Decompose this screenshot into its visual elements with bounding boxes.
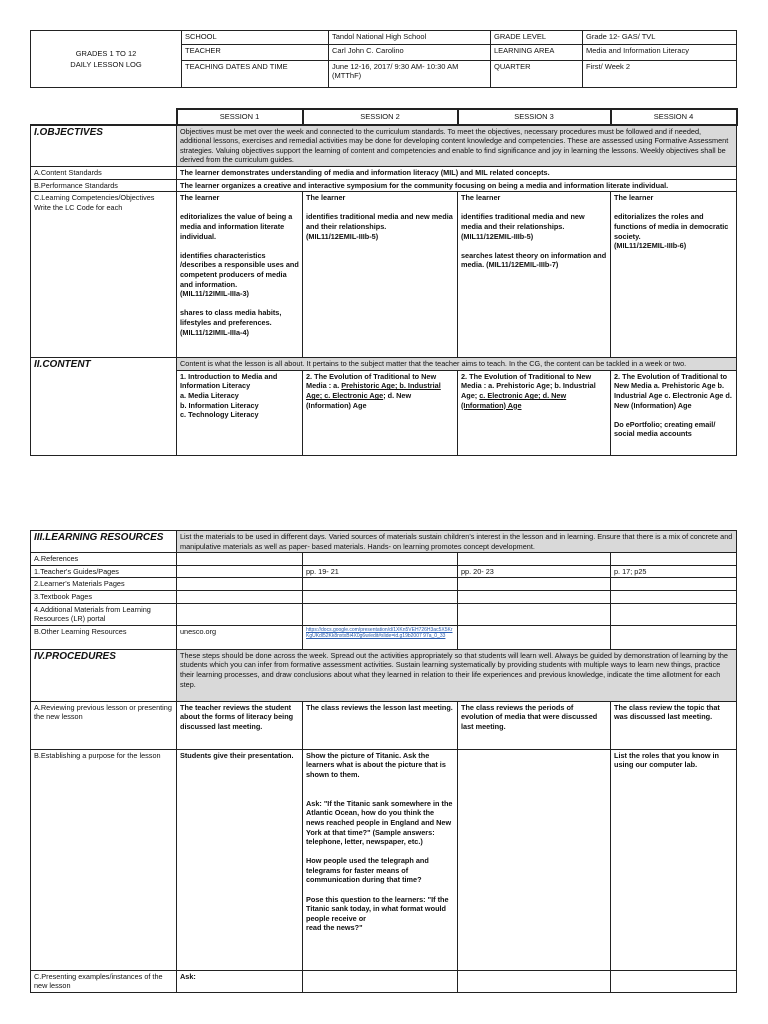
references-label: A.References	[31, 553, 177, 566]
area-value: Media and Information Literacy	[583, 45, 737, 60]
blank-corner	[31, 109, 177, 125]
lesson-log-title: GRADES 1 TO 12 DAILY LESSON LOG	[31, 31, 182, 88]
learners-materials-label: 2.Learner's Materials Pages	[31, 578, 177, 591]
content-s3-part-b: c. Electronic Age; d. New (Information) Age	[461, 391, 567, 410]
session-4-header: SESSION 4	[611, 109, 737, 125]
content-session-1: 1. Introduction to Media and Information Literacy a. Media Literacy b. Information Literacy c. Technology Literacy	[177, 370, 303, 455]
procedures-heading: IV.PROCEDURES	[31, 649, 177, 701]
objectives-table	[30, 108, 738, 456]
reviewing-s4: The class review the topic that was discussed last meeting.	[611, 701, 737, 749]
reviewing-s1: The teacher reviews the student about the forms of literacy being discussed last meeting.	[177, 701, 303, 749]
purpose-label: B.Establishing a purpose for the lesson	[31, 749, 177, 970]
content-heading: II.CONTENT	[31, 358, 177, 456]
performance-standards-label: B.Performance Standards	[31, 179, 177, 192]
content-session-2	[303, 370, 458, 455]
purpose-s4: List the roles that you know in using our computer lab.	[611, 749, 737, 970]
reviewing-s2: The class reviews the lesson last meeting.	[303, 701, 458, 749]
purpose-s2: Show the picture of Titanic. Ask the learners what is about the picture that is shown to them. Ask: "If the Titanic sank somewhere in the Atlantic Ocean, how do you think the news reached people in England and New York at that time?" (Sample answers: telephone, letter, newspaper, etc.) How people used the telegraph and telegrams for faster means of communication during that time? Pose this question to the learners: "If the Titanic sank today, in what format would people receive or read the news?"	[303, 749, 458, 970]
teacher-label: TEACHER	[182, 45, 329, 60]
teachers-guide-s4: p. 17; p25	[611, 565, 737, 578]
grade-value: Grade 12- GAS/ TVL	[583, 31, 737, 45]
purpose-s3	[458, 749, 611, 970]
content-session-4: 2. The Evolution of Traditional to New Media a. Prehistoric Age b. Industrial Age c. Electronic Age d. New (Information) Age Do ePortfolio; creating email/ social media accounts	[611, 370, 737, 455]
competency-session-3: The learner identifies traditional media and new media and their relationships. (MIL11/12EMIL-IIIb-5) searches latest theory on information and media. (MIL11/12EMIL-IIIb-7)	[458, 192, 611, 358]
examples-label: C.Presenting examples/instances of the new lesson	[31, 970, 177, 992]
procedures-note: These steps should be done across the week. Spread out the activities appropriately so that students will learn well. Always be guided by demonstration of learning by the students which you can infer from formative assessment activities. Sustain learning systematically by providing students with multiple ways to learn new things, practice their learning processes, and draw conclusions about what they learned in relation to their life experiences and previous knowledge, indicate the time allotment for each step.	[177, 649, 737, 701]
examples-s4	[611, 970, 737, 992]
objectives-note: Objectives must be met over the week and connected to the curriculum standards. To meet the objectives, necessary procedures must be followed and if needed, additional lessons, exercises and remedial activities may be done for developing content knowledge and competencies. These are assessed using Formative Assessment strategies. Valuing objectives support the learning of content and competencies and enable to find significance and joy in learning the lessons. Weekly objectives shall be derived from the curriculum guides.	[177, 125, 737, 167]
content-standards-text: The learner demonstrates understanding of media and information literacy (MIL) and MIL related concepts.	[177, 167, 737, 180]
competency-session-4: The learner editorializes the roles and functions of media in democratic society. (MIL11/12EMIL-IIIb-6)	[611, 192, 737, 358]
dates-value: June 12-16, 2017/ 9:30 AM- 10:30 AM (MTThF)	[329, 60, 491, 87]
content-s2-part-a: 2. The Evolution of Traditional to New Media : a.	[306, 371, 437, 391]
content-standards-label: A.Content Standards	[31, 167, 177, 180]
content-s2-part-c: ; d. New (Information) Age	[306, 391, 412, 410]
header-table	[30, 30, 737, 88]
reviewing-s3: The class reviews the periods of evolution of media that were discussed last meeting.	[458, 701, 611, 749]
teachers-guide-s2: pp. 19- 21	[303, 565, 458, 578]
school-value: Tandol National High School	[329, 31, 491, 45]
teacher-value: Carl John C. Carolino	[329, 45, 491, 60]
performance-standards-text: The learner organizes a creative and interactive symposium for the community focusing on being a media and information literate individual.	[177, 179, 737, 192]
dates-label: TEACHING DATES AND TIME	[182, 60, 329, 87]
presentation-link[interactable]: https://docs.google.com/presentation/d/1XKn5VEH726H3ac5X5KrKgUKdl52Kk8nxtxBi4X0g6w/edit#slide=id.g19b2007 97a_0_33	[303, 625, 458, 649]
competency-session-1: The learner editorializes the value of being a media and information literate individual. identifies characteristics /describes a responsible uses and competent producers of media and information. (MIL11/12IMIL-IIIa-3) shares to class media habits, lifestyles and preferences. (MIL11/12IMIL-IIIa-4)	[177, 192, 303, 358]
other-resources-label: B.Other Learning Resources	[31, 625, 177, 649]
grade-label: GRADE LEVEL	[491, 31, 583, 45]
competencies-label: C.Learning Competencies/Objectives Write the LC Code for each	[31, 192, 177, 358]
resources-table	[30, 530, 737, 993]
resources-heading: III.LEARNING RESOURCES	[31, 531, 177, 553]
session-2-header: SESSION 2	[303, 109, 458, 125]
session-1-header: SESSION 1	[177, 109, 303, 125]
teachers-guide-s3: pp. 20- 23	[458, 565, 611, 578]
competency-session-2: The learner identifies traditional media and new media and their relationships. (MIL11/12EMIL-IIIb-5)	[303, 192, 458, 358]
resources-note: List the materials to be used in different days. Varied sources of materials sustain children's interest in the lesson and in learning. Ensure that there is a mix of concrete and manipulative materials as well as paper- based materials. Hands- on learning promotes concept development.	[177, 531, 737, 553]
content-session-3	[458, 370, 611, 455]
content-s3-part-a: 2. The Evolution of Traditional to New Media : a. Prehistoric Age; b. Industrial Age;	[461, 371, 596, 401]
examples-s3	[458, 970, 611, 992]
quarter-value: First/ Week 2	[583, 60, 737, 87]
teachers-guide-label: 1.Teacher's Guides/Pages	[31, 565, 177, 578]
objectives-heading: I.OBJECTIVES	[31, 125, 177, 167]
examples-s2	[303, 970, 458, 992]
area-label: LEARNING AREA	[491, 45, 583, 60]
textbook-label: 3.Textbook Pages	[31, 590, 177, 603]
content-s2-part-b: Prehistoric Age; b. Industrial Age; c. Electronic Age	[306, 381, 441, 401]
other-resources-s1: unesco.org	[177, 625, 303, 649]
quarter-label: QUARTER	[491, 60, 583, 87]
examples-s1: Ask:	[177, 970, 303, 992]
content-note: Content is what the lesson is all about. It pertains to the subject matter that the teacher aims to teach. In the CG, the content can be tackled in a week or two.	[177, 358, 737, 371]
additional-materials-label: 4.Additional Materials from Learning Resources (LR) portal	[31, 603, 177, 625]
school-label: SCHOOL	[182, 31, 329, 45]
session-3-header: SESSION 3	[458, 109, 611, 125]
purpose-s1: Students give their presentation.	[177, 749, 303, 970]
reviewing-label: A.Reviewing previous lesson or presenting the new lesson	[31, 701, 177, 749]
